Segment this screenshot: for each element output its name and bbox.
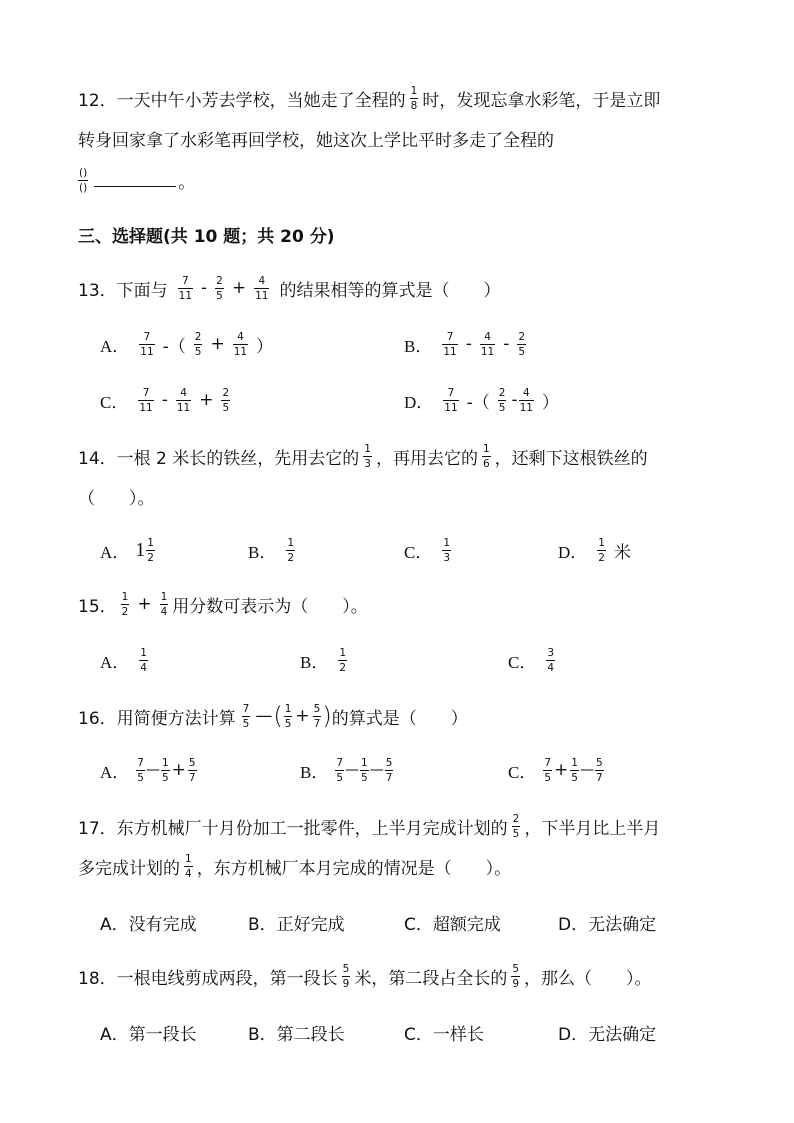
fraction: $\frac{7}{11}$ xyxy=(178,274,193,302)
fraction: $\frac{1}{4}$ xyxy=(185,852,192,880)
fraction: $\frac{4}{11}$ xyxy=(255,274,269,302)
section-heading: 三、选择题(共 10 题；共 20 分) xyxy=(78,226,335,247)
q17-option-a[interactable]: A．没有完成 xyxy=(100,914,197,935)
fraction: $\frac{1}{4}$ xyxy=(160,590,168,618)
q15-option-c[interactable]: C． $\frac{3}{4}$ xyxy=(508,646,555,674)
q17-option-d[interactable]: D．无法确定 xyxy=(558,914,657,935)
fraction: $\frac{5}{7}$ xyxy=(313,702,321,730)
question-text: 一天中午小芳去学校，当她走了全程的 xyxy=(116,90,406,111)
q18-option-a[interactable]: A．第一段长 xyxy=(100,1024,197,1045)
q12-line1 xyxy=(78,78,660,118)
q14-stem-line2: （ ）。 xyxy=(78,488,155,509)
fraction: $\frac{1}{2}$ xyxy=(121,590,129,618)
q15-option-a[interactable]: A． $\frac{1}{4}$ xyxy=(100,646,147,674)
q13-option-c[interactable]: C． $\frac{7}{11}$ - $\frac{4}{11}$ + $\frac{2}{5}$ xyxy=(100,386,230,414)
q12-answer-blank[interactable]: $\frac{()}{()}$ 。 xyxy=(79,166,196,194)
q16-option-c[interactable]: C． $\frac{7}{5}$ + $\frac{1}{5}$ — $\frac{5}{7}$ xyxy=(508,756,603,784)
q14-option-c[interactable]: C． $\frac{1}{3}$ xyxy=(404,536,451,564)
q14-option-b[interactable]: B． $\frac{1}{2}$ xyxy=(248,536,295,564)
fraction: $\frac{2}{5}$ xyxy=(216,274,223,302)
q18-option-c[interactable]: C．一样长 xyxy=(404,1024,484,1045)
q18-stem: 18． 一根电线剪成两段，第一段长 $\frac{5}{9}$ 米，第二段占全长的 $\frac{5}{9}$ ，那么（ ）。 xyxy=(78,962,652,990)
q17-option-b[interactable]: B．正好完成 xyxy=(248,914,345,935)
fraction: $\frac{1}{3}$ xyxy=(364,442,371,470)
fraction: $\frac{2}{5}$ xyxy=(512,812,520,840)
q15-stem: 15． $\frac{1}{2}$ + $\frac{1}{4}$ 用分数可表示为（ ）。 xyxy=(78,590,368,618)
fraction: $\frac{1}{6}$ xyxy=(482,442,490,470)
q15-option-b[interactable]: B． $\frac{1}{2}$ xyxy=(300,646,347,674)
blank-line[interactable] xyxy=(94,174,176,187)
q16-stem: 16． 用简便方法计算 $\frac{7}{5}$ — ( $\frac{1}{5}$ + $\frac{5}{7}$ ) 的算式是（ ） xyxy=(78,702,468,730)
question-text: 转身回家拿了水彩笔再回学校，她这次上学比平时多走了全程的 xyxy=(78,130,554,151)
fraction: $\frac{1}{5}$ xyxy=(284,702,292,730)
question-number: 12． xyxy=(78,90,117,111)
q13-stem: 13． 下面与 $\frac{7}{11}$ - $\frac{2}{5}$ + $\frac{4}{11}$ 的结果相等的算式是（ ） xyxy=(78,274,501,302)
q17-stem-line2: 多完成计划的 $\frac{1}{4}$ ，东方机械厂本月完成的情况是（ ）。 xyxy=(78,852,512,880)
q12-line2 xyxy=(78,118,554,158)
q16-option-b[interactable]: B． $\frac{7}{5}$ — $\frac{1}{5}$ — $\frac{5}{7}$ xyxy=(300,756,393,784)
q13-option-a[interactable]: A． $\frac{7}{11}$ -（ $\frac{2}{5}$ + $\frac{4}{11}$ ） xyxy=(100,330,274,358)
q14-option-d[interactable]: D． $\frac{1}{2}$ 米 xyxy=(558,536,631,564)
q18-option-d[interactable]: D．无法确定 xyxy=(558,1024,657,1045)
fraction: $\frac{5}{9}$ xyxy=(342,962,350,990)
fraction: $\frac{5}{9}$ xyxy=(512,962,520,990)
q13-option-d[interactable]: D． $\frac{7}{11}$ -（ $\frac{2}{5}$ - $\frac{4}{11}$ ） xyxy=(404,386,559,414)
fraction: $\frac{1}{8}$ xyxy=(410,84,418,112)
q18-option-b[interactable]: B．第二段长 xyxy=(248,1024,345,1045)
q16-option-a[interactable]: A． $\frac{7}{5}$ — $\frac{1}{5}$ + $\frac{5}{7}$ xyxy=(100,756,196,784)
answer-fraction: $\frac{()}{()}$ xyxy=(79,166,88,194)
q17-stem-line1: 17． 东方机械厂十月份加工一批零件，上半月完成计划的 $\frac{2}{5}$ ，下半月比上半月 xyxy=(78,812,661,840)
question-text: 时，发现忘拿水彩笔，于是立即 xyxy=(422,90,661,111)
q17-option-c[interactable]: C．超额完成 xyxy=(404,914,501,935)
fraction: $\frac{7}{5}$ xyxy=(242,702,250,730)
q14-option-a[interactable]: A． 1 $\frac{1}{2}$ xyxy=(100,536,154,564)
q14-stem-line1: 14． 一根 2 米长的铁丝，先用去它的 $\frac{1}{3}$ ，再用去它的 $\frac{1}{6}$ ，还剩下这根铁丝的 xyxy=(78,442,648,470)
q13-option-b[interactable]: B． $\frac{7}{11}$ - $\frac{4}{11}$ - $\frac{2}{5}$ xyxy=(404,330,526,358)
